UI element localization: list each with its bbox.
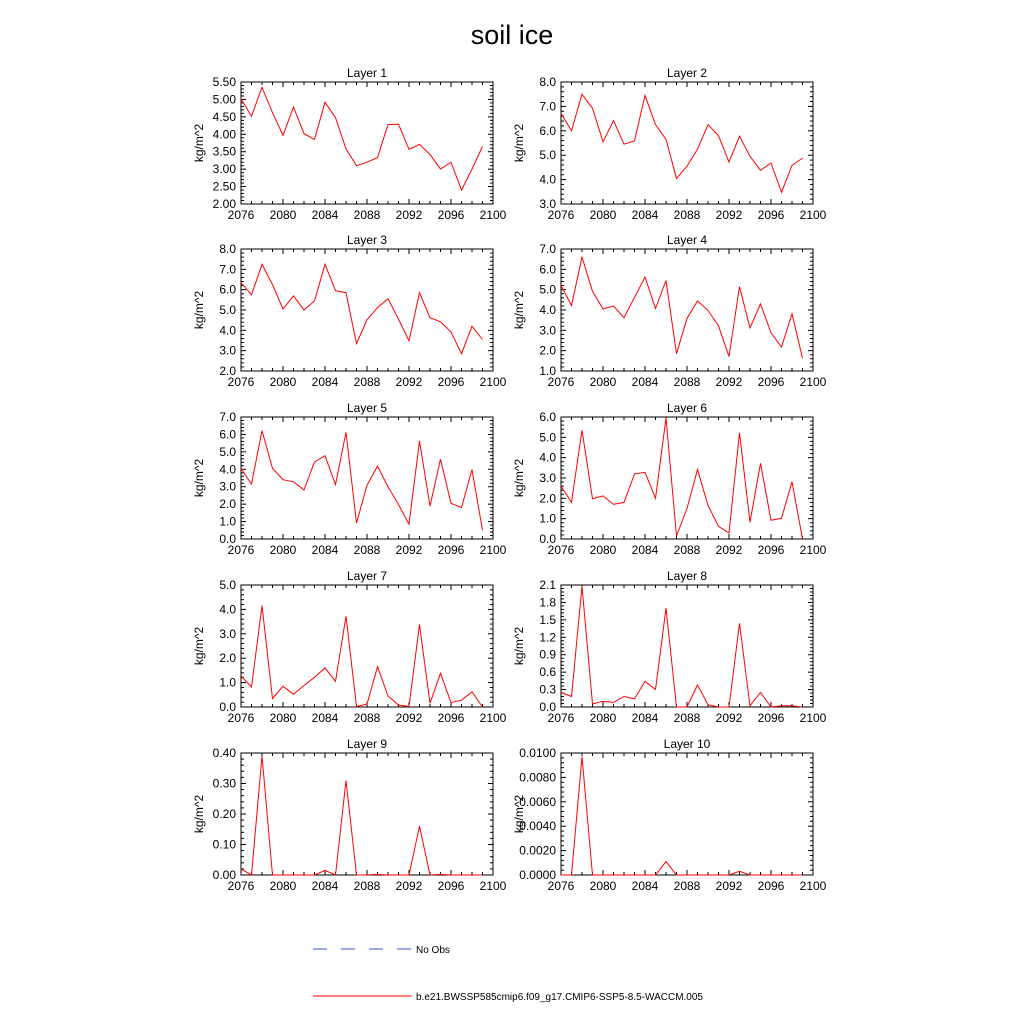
y-tick-label: 0.40 (212, 746, 236, 760)
plot-frame (561, 585, 813, 707)
x-tick-label: 2076 (547, 543, 575, 557)
y-tick-label: 7.0 (219, 410, 236, 424)
y-axis-label: kg/m^2 (192, 290, 206, 330)
y-tick-label: 3.0 (539, 323, 556, 338)
y-tick-label: 0.0060 (519, 794, 556, 809)
x-tick-label: 2096 (437, 879, 465, 893)
x-tick-label: 2088 (353, 375, 381, 389)
x-tick-label: 2084 (311, 711, 339, 725)
y-tick-label: 1.0 (539, 511, 556, 526)
x-tick-label: 2096 (437, 375, 465, 389)
y-tick-label: 1.0 (219, 675, 236, 690)
panel-title: Layer 10 (663, 737, 711, 751)
y-tick-label: 2.0 (219, 497, 236, 512)
x-tick-label: 2096 (757, 208, 785, 222)
y-tick-label: 5.0 (539, 430, 556, 445)
y-axis-label: kg/m^2 (192, 626, 206, 666)
x-tick-label: 2088 (673, 375, 701, 389)
y-axis-label: kg/m^2 (512, 794, 526, 834)
y-tick-label: 6.0 (539, 262, 556, 277)
y-tick-label: 0.0080 (519, 770, 556, 785)
panel-title: Layer 4 (666, 233, 708, 247)
y-tick-label: 1.0 (219, 514, 236, 529)
y-tick-label: 6.0 (219, 427, 236, 442)
x-tick-label: 2088 (353, 879, 381, 893)
x-tick-label: 2096 (437, 543, 465, 557)
y-tick-label: 0.3 (539, 682, 556, 697)
panel-layer-2 (512, 66, 827, 222)
x-tick-label: 2096 (757, 375, 785, 389)
y-tick-label: 7.0 (219, 262, 236, 277)
x-tick-label: 2100 (799, 375, 827, 389)
x-tick-label: 2084 (311, 879, 339, 893)
y-axis-label: kg/m^2 (512, 626, 526, 666)
y-tick-label: 2.0 (219, 651, 236, 666)
y-axis-label: kg/m^2 (512, 290, 526, 330)
x-tick-label: 2084 (631, 543, 659, 557)
y-tick-label: 2.50 (212, 179, 236, 194)
y-tick-label: 0.10 (212, 837, 236, 852)
x-tick-label: 2088 (353, 208, 381, 222)
y-tick-label: 1.0 (539, 364, 556, 378)
x-tick-label: 2084 (311, 208, 339, 222)
y-tick-label: 0.30 (212, 776, 236, 791)
series-line (561, 757, 803, 875)
x-tick-label: 2076 (547, 375, 575, 389)
x-tick-label: 2092 (715, 543, 743, 557)
x-tick-label: 2092 (715, 711, 743, 725)
x-tick-label: 2080 (269, 879, 297, 893)
x-tick-label: 2088 (673, 208, 701, 222)
panel-grid (192, 66, 827, 893)
panel-layer-4 (512, 233, 827, 389)
x-tick-label: 2096 (437, 711, 465, 725)
x-tick-label: 2080 (269, 208, 297, 222)
x-tick-label: 2076 (227, 711, 255, 725)
y-tick-label: 5.0 (219, 303, 236, 317)
x-tick-label: 2084 (631, 375, 659, 389)
x-tick-label: 2076 (227, 375, 255, 389)
x-tick-label: 2088 (673, 711, 701, 725)
x-tick-label: 2080 (589, 375, 617, 389)
y-tick-label: 3.50 (212, 144, 236, 159)
y-axis-label: kg/m^2 (512, 123, 526, 163)
panel-title: Layer 5 (346, 401, 388, 415)
panel-title: Layer 6 (666, 401, 708, 415)
y-tick-label: 5.00 (212, 92, 236, 107)
x-tick-label: 2088 (353, 543, 381, 557)
x-tick-label: 2100 (799, 711, 827, 725)
y-tick-label: 4.0 (219, 602, 236, 617)
y-tick-label: 0.0 (539, 532, 556, 546)
plot-frame (561, 417, 813, 539)
y-tick-label: 6.0 (219, 282, 236, 297)
x-tick-label: 2076 (227, 208, 255, 222)
x-tick-label: 2092 (395, 543, 423, 557)
x-tick-label: 2096 (757, 543, 785, 557)
y-tick-label: 0.0 (219, 532, 236, 546)
y-tick-label: 4.00 (212, 127, 236, 142)
legend (313, 945, 703, 1003)
series-line (561, 257, 803, 358)
y-tick-label: 4.50 (212, 109, 236, 124)
plot-frame (241, 82, 493, 204)
y-tick-label: 3.0 (219, 343, 236, 358)
series-line (241, 264, 483, 353)
plot-frame (241, 249, 493, 371)
y-tick-label: 2.0 (219, 364, 236, 378)
x-tick-label: 2080 (589, 711, 617, 725)
series-line (241, 606, 483, 707)
series-line (561, 94, 803, 192)
y-tick-label: 0.0 (539, 700, 556, 714)
x-tick-label: 2092 (715, 208, 743, 222)
y-tick-label: 7.0 (539, 99, 556, 114)
panel-title: Layer 2 (666, 66, 708, 80)
x-tick-label: 2088 (673, 879, 701, 893)
x-tick-label: 2080 (269, 375, 297, 389)
legend-obs-label: No Obs (416, 945, 450, 956)
x-tick-label: 2088 (353, 711, 381, 725)
x-tick-label: 2092 (395, 879, 423, 893)
x-tick-label: 2084 (311, 375, 339, 389)
x-tick-label: 2080 (589, 879, 617, 893)
x-tick-label: 2100 (799, 208, 827, 222)
x-tick-label: 2076 (547, 208, 575, 222)
panel-layer-5 (192, 401, 507, 557)
x-tick-label: 2080 (269, 711, 297, 725)
y-tick-label: 2.1 (539, 578, 556, 592)
y-tick-label: 0.0000 (519, 868, 556, 882)
panel-layer-9 (192, 737, 507, 893)
x-tick-label: 2096 (757, 711, 785, 725)
x-tick-label: 2080 (589, 543, 617, 557)
y-tick-label: 0.9 (539, 647, 556, 662)
x-tick-label: 2100 (479, 711, 507, 725)
y-tick-label: 0.0100 (519, 746, 556, 760)
series-line (241, 756, 483, 875)
y-tick-label: 3.0 (539, 197, 556, 211)
y-tick-label: 0.0 (219, 700, 236, 714)
y-tick-label: 3.00 (212, 162, 236, 177)
panel-layer-7 (192, 569, 507, 725)
x-tick-label: 2080 (269, 543, 297, 557)
x-tick-label: 2100 (479, 543, 507, 557)
plot-frame (241, 585, 493, 707)
x-tick-label: 2076 (547, 879, 575, 893)
x-tick-label: 2092 (715, 375, 743, 389)
y-tick-label: 2.00 (212, 197, 236, 211)
y-tick-label: 0.0040 (519, 819, 556, 834)
x-tick-label: 2076 (227, 543, 255, 557)
x-tick-label: 2100 (799, 543, 827, 557)
y-axis-label: kg/m^2 (192, 123, 206, 163)
series-line (561, 418, 803, 539)
y-tick-label: 0.00 (212, 868, 236, 882)
plot-frame (561, 753, 813, 875)
plot-frame (561, 82, 813, 204)
x-tick-label: 2084 (631, 711, 659, 725)
y-axis-label: kg/m^2 (192, 794, 206, 834)
x-tick-label: 2092 (715, 879, 743, 893)
x-tick-label: 2100 (479, 375, 507, 389)
panel-title: Layer 9 (346, 737, 388, 751)
x-tick-label: 2092 (395, 375, 423, 389)
x-tick-label: 2096 (437, 208, 465, 222)
y-tick-label: 5.0 (539, 148, 556, 163)
panel-layer-10 (512, 737, 827, 893)
y-tick-label: 4.0 (539, 172, 556, 187)
y-tick-label: 8.0 (539, 75, 556, 89)
y-tick-label: 5.0 (539, 282, 556, 297)
panel-layer-6 (512, 401, 827, 557)
y-tick-label: 5.0 (219, 444, 236, 459)
figure-title: soil ice (470, 20, 554, 50)
y-tick-label: 4.0 (219, 323, 236, 338)
panel-title: Layer 3 (346, 233, 388, 247)
y-tick-label: 5.50 (212, 75, 236, 89)
y-tick-label: 6.0 (539, 123, 556, 138)
y-tick-label: 4.0 (539, 303, 556, 317)
series-line (241, 431, 483, 531)
y-tick-label: 4.0 (219, 462, 236, 477)
x-tick-label: 2096 (757, 879, 785, 893)
x-tick-label: 2076 (227, 879, 255, 893)
y-tick-label: 8.0 (219, 242, 236, 256)
panel-title: Layer 1 (346, 66, 388, 80)
x-tick-label: 2100 (799, 879, 827, 893)
series-line (561, 586, 803, 707)
y-tick-label: 6.0 (539, 410, 556, 424)
x-tick-label: 2088 (673, 543, 701, 557)
y-tick-label: 1.5 (539, 612, 556, 627)
panel-layer-1 (192, 66, 507, 222)
y-tick-label: 7.0 (539, 242, 556, 256)
y-tick-label: 2.0 (539, 343, 556, 358)
panel-title: Layer 8 (666, 569, 708, 583)
y-axis-label: kg/m^2 (192, 458, 206, 498)
x-tick-label: 2080 (589, 208, 617, 222)
x-tick-label: 2076 (547, 711, 575, 725)
y-tick-label: 1.8 (539, 595, 556, 610)
x-tick-label: 2092 (395, 711, 423, 725)
plot-frame (241, 753, 493, 875)
series-line (241, 87, 483, 190)
y-tick-label: 2.0 (539, 491, 556, 506)
y-tick-label: 0.20 (212, 807, 236, 821)
x-tick-label: 2084 (631, 208, 659, 222)
plot-frame (561, 249, 813, 371)
y-tick-label: 3.0 (219, 626, 236, 641)
panel-layer-8 (512, 569, 827, 725)
y-tick-label: 0.0020 (519, 843, 556, 858)
y-axis-label: kg/m^2 (512, 458, 526, 498)
panel-layer-3 (192, 233, 507, 389)
x-tick-label: 2100 (479, 879, 507, 893)
x-tick-label: 2092 (395, 208, 423, 222)
y-tick-label: 3.0 (539, 471, 556, 485)
y-tick-label: 3.0 (219, 479, 236, 494)
y-tick-label: 1.2 (539, 630, 556, 645)
y-tick-label: 0.6 (539, 665, 556, 680)
x-tick-label: 2084 (631, 879, 659, 893)
x-tick-label: 2100 (479, 208, 507, 222)
plot-frame (241, 417, 493, 539)
panel-title: Layer 7 (346, 569, 388, 583)
y-tick-label: 4.0 (539, 450, 556, 465)
x-tick-label: 2084 (311, 543, 339, 557)
y-tick-label: 5.0 (219, 578, 236, 592)
legend-model-label: b.e21.BWSSP585cmip6.f09_g17.CMIP6-SSP5-8.5-WACCM.005 (416, 992, 703, 1003)
